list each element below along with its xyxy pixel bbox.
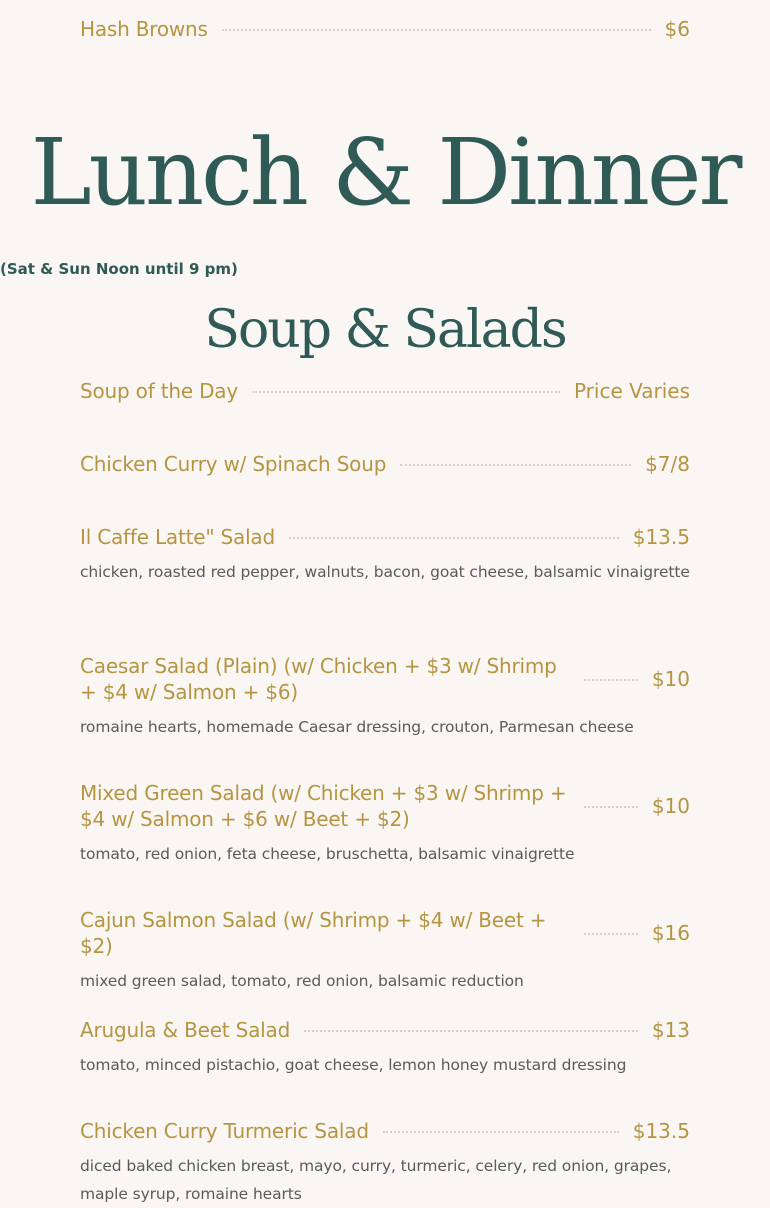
menu-item-chicken-curry-soup: [80, 451, 690, 477]
menu-item-price: $10: [651, 667, 690, 691]
menu-item-row: [80, 378, 690, 404]
menu-item-mixed-green-salad: [80, 780, 690, 868]
menu-item-row: [80, 1118, 690, 1144]
menu-item-row: [80, 524, 690, 550]
menu-item-name: Soup of the Day: [80, 379, 238, 403]
menu-item-row: [80, 653, 690, 705]
leader-dots: [400, 464, 631, 466]
menu-item-price: Price Varies: [573, 379, 690, 403]
menu-item-price: $13: [651, 1018, 690, 1042]
leader-dots: [252, 391, 560, 393]
menu-item-name: Chicken Curry Turmeric Salad: [80, 1119, 369, 1143]
menu-item-name: Caesar Salad (Plain) (w/ Chicken + $3 w/ Shrimp + $4 w/ Salmon + $6): [80, 654, 557, 704]
menu-item-description: tomato, red onion, feta cheese, bruschetta, balsamic vinaigrette: [80, 845, 575, 863]
menu-item-description: chicken, roasted red pepper, walnuts, bacon, goat cheese, balsamic vinaigrette: [80, 563, 690, 581]
menu-item-caesar-salad: [80, 653, 690, 741]
leader-dots: [222, 29, 651, 31]
menu-item-row: [80, 780, 690, 832]
menu-item-price: $10: [651, 794, 690, 818]
menu-item-price: $7/8: [645, 452, 690, 476]
menu-item-row: [80, 16, 690, 42]
menu-item-row: [80, 907, 690, 959]
menu-item-price: $6: [664, 17, 690, 41]
leader-dots: [304, 1030, 638, 1032]
leader-dots: [289, 537, 619, 539]
menu-item-price: $13.5: [632, 1119, 690, 1143]
menu-item-row: [80, 451, 690, 477]
menu-item-name: Mixed Green Salad (w/ Chicken + $3 w/ Shrimp + $4 w/ Salmon + $6 w/ Beet + $2): [80, 781, 567, 831]
menu-item-name: Cajun Salmon Salad (w/ Shrimp + $4 w/ Beet + $2): [80, 908, 547, 958]
leader-dots: [584, 806, 638, 808]
menu-item-description: tomato, minced pistachio, goat cheese, lemon honey mustard dressing: [80, 1056, 627, 1074]
subsection-title: Soup & Salads: [204, 300, 566, 360]
section-title: Lunch & Dinner: [30, 119, 740, 226]
leader-dots: [584, 679, 638, 681]
menu-item-name: Hash Browns: [80, 17, 208, 41]
leader-dots: [584, 933, 638, 935]
menu-item-chicken-curry-turmeric-salad: [80, 1118, 690, 1208]
menu-item-description: mixed green salad, tomato, red onion, balsamic reduction: [80, 972, 524, 990]
menu-item-price: $13.5: [632, 525, 690, 549]
menu-item-arugula-beet-salad: [80, 1017, 690, 1079]
menu-item-price: $16: [651, 921, 690, 945]
menu-item-caffe-latte-salad: [80, 524, 690, 586]
menu-item-row: [80, 1017, 690, 1043]
menu-item-description: romaine hearts, homemade Caesar dressing, crouton, Parmesan cheese: [80, 718, 634, 736]
menu-item-name: Arugula & Beet Salad: [80, 1018, 291, 1042]
menu-item-name: Chicken Curry w/ Spinach Soup: [80, 452, 387, 476]
menu-item-name: Il Caffe Latte" Salad: [80, 525, 275, 549]
menu-item-cajun-salmon-salad: [80, 907, 690, 995]
menu-item-hash-browns: [80, 16, 690, 42]
leader-dots: [383, 1131, 619, 1133]
menu-item-description: diced baked chicken breast, mayo, curry, turmeric, celery, red onion, grapes, maple syrup, romaine hearts: [80, 1157, 672, 1203]
section-hours: (Sat & Sun Noon until 9 pm): [0, 260, 238, 278]
menu-item-soup-of-the-day: [80, 378, 690, 404]
